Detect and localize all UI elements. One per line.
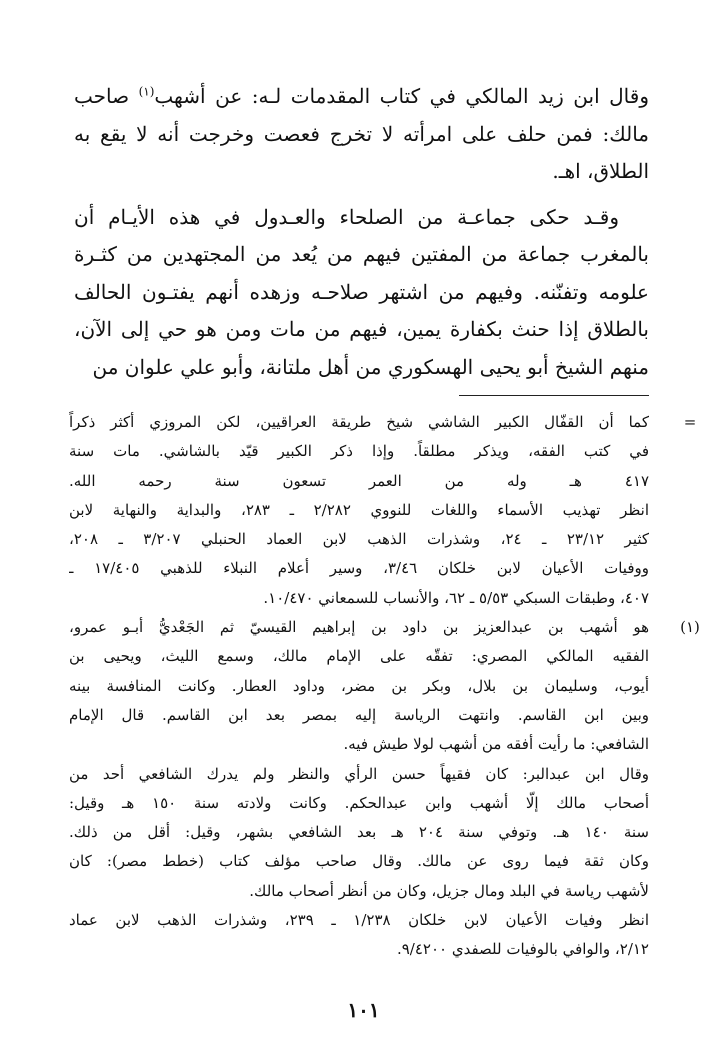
footnote-line: ٢/١٢، والوافي بالوفيات للصفدي ٩/٤٢٠٠.	[396, 940, 649, 959]
footnote-line: كثير ٢٣/١٢ ـ ٢٤، وشذرات الذهب لابن العماد الحنبلي ٣/٢٠٧ ـ ٢٠٨،	[69, 530, 649, 549]
footnote-line: انظر وفيات الأعيان لابن خلكان ١/٢٣٨ ـ ٢٣٩، وشذرات الذهب لابن عماد	[69, 911, 649, 930]
footnote-line: أيوب، وسليمان بن بلال، وبكر بن مضر، وداود العطار. وكانت المنافسة بينه	[69, 676, 649, 695]
footnote-line: انظر تهذيب الأسماء واللغات للنووي ٢/٢٨٢ ـ ٢٨٣، والبداية والنهاية لابن	[69, 500, 649, 519]
footnote-line: وبين ابن القاسم. وانتهت الرياسة إليه بمصر بعد ابن القاسم. قال الإمام	[69, 705, 649, 724]
footnote-reference: (١)	[138, 84, 155, 99]
page-number: ١٠١	[347, 998, 380, 1022]
footnote-1	[69, 613, 700, 965]
body-paragraph-1	[74, 78, 649, 191]
footnote-separator	[459, 395, 649, 396]
footnote-line: هو أشهب بن عبدالعزيز بن داود بن إبراهيم القيسيّ ثم الجَعْديُّ أبـو عمرو،	[69, 618, 649, 637]
footnote-line: لأشهب رياسة في البلد ومال جزيل، وكان من أنظر أصحاب مالك.	[249, 881, 649, 900]
footnote-continuation	[69, 408, 697, 613]
footnotes	[69, 408, 700, 965]
footnote-marker: (١)	[680, 618, 700, 637]
footnote-line: ٤٠٧، وطبقات السبكي ٥/٥٣ ـ ٦٢، والأنساب للسمعاني ١٠/٤٧٠.	[263, 588, 649, 607]
footnote-line: أصحاب مالك إلّا أشهب وابن عبدالحكم. وكانت ولادته سنة ١٥٠ هـ وقيل:	[69, 793, 649, 812]
paragraph-text: وقال ابن زيد المالكي في كتاب المقدمات لـه: عن أشهب	[154, 84, 649, 108]
footnote-line: ووفيات الأعيان لابن خلكان ٣/٤٦، وسير أعلام النبلاء للذهبي ١٧/٤٠٥ ـ	[69, 559, 649, 578]
footnote-line: سنة ١٤٠ هـ. وتوفي سنة ٢٠٤ هـ بعد الشافعي بشهر، وقيل: أقل من ذلك.	[69, 823, 649, 842]
footnote-line: ٤١٧ هـ وله من العمر تسعون سنة رحمه الله.	[69, 471, 649, 490]
main-text	[74, 78, 649, 386]
continuation-marker: =	[683, 413, 697, 431]
footnote-line: كما أن القفّال الكبير الشاشي شيخ طريقة العراقيين، لكن المروزي أكثر ذكراً	[69, 413, 649, 431]
paragraph-text: صاحب مالك: فمن حلف على امرأته لا تخرج فعصت وخرجت أنه لا يقع به الطلاق، اهـ.	[74, 84, 649, 183]
body-paragraph-2: وقـد حكى جماعـة من الصلحاء والعـدول في هذه الأيـام أن بالمغرب جماعة من المفتين فيهم من يُعد من المجتهدين من كثـرة علومه وتفنّنه. وفيهم من اشتهر صلاحـه وزهده أنهم يفتـون الحالف بالطلاق إذا حنث بكفارة يمين، فيهم من مات ومن هو حي إلى الآن، منهم الشيخ أبو يحيى الهسكوري من أهل ملتانة، وأبو علي علوان من	[74, 204, 649, 379]
footnote-line: وقال ابن عبدالبر: كان فقيهاً حسن الرأي والنظر ولم يدرك الشافعي أحد من	[69, 764, 649, 783]
footnote-line: في كتب الفقه، ويذكر مطلقاً. وإذا ذكر الكبير قيّد بالشاشي. مات سنة	[69, 442, 649, 461]
footnote-line: الفقيه المالكي المصري: تفقّه على الإمام مالك، وسمع الليث، ويحيى بن	[69, 647, 649, 666]
footnote-line: وكان ثقة فيما روى عن مالك. وقال صاحب مؤلف كتاب (خطط مصر): كان	[69, 852, 649, 871]
footnote-line: الشافعي: ما رأيت أفقه من أشهب لولا طيش فيه.	[343, 735, 649, 754]
